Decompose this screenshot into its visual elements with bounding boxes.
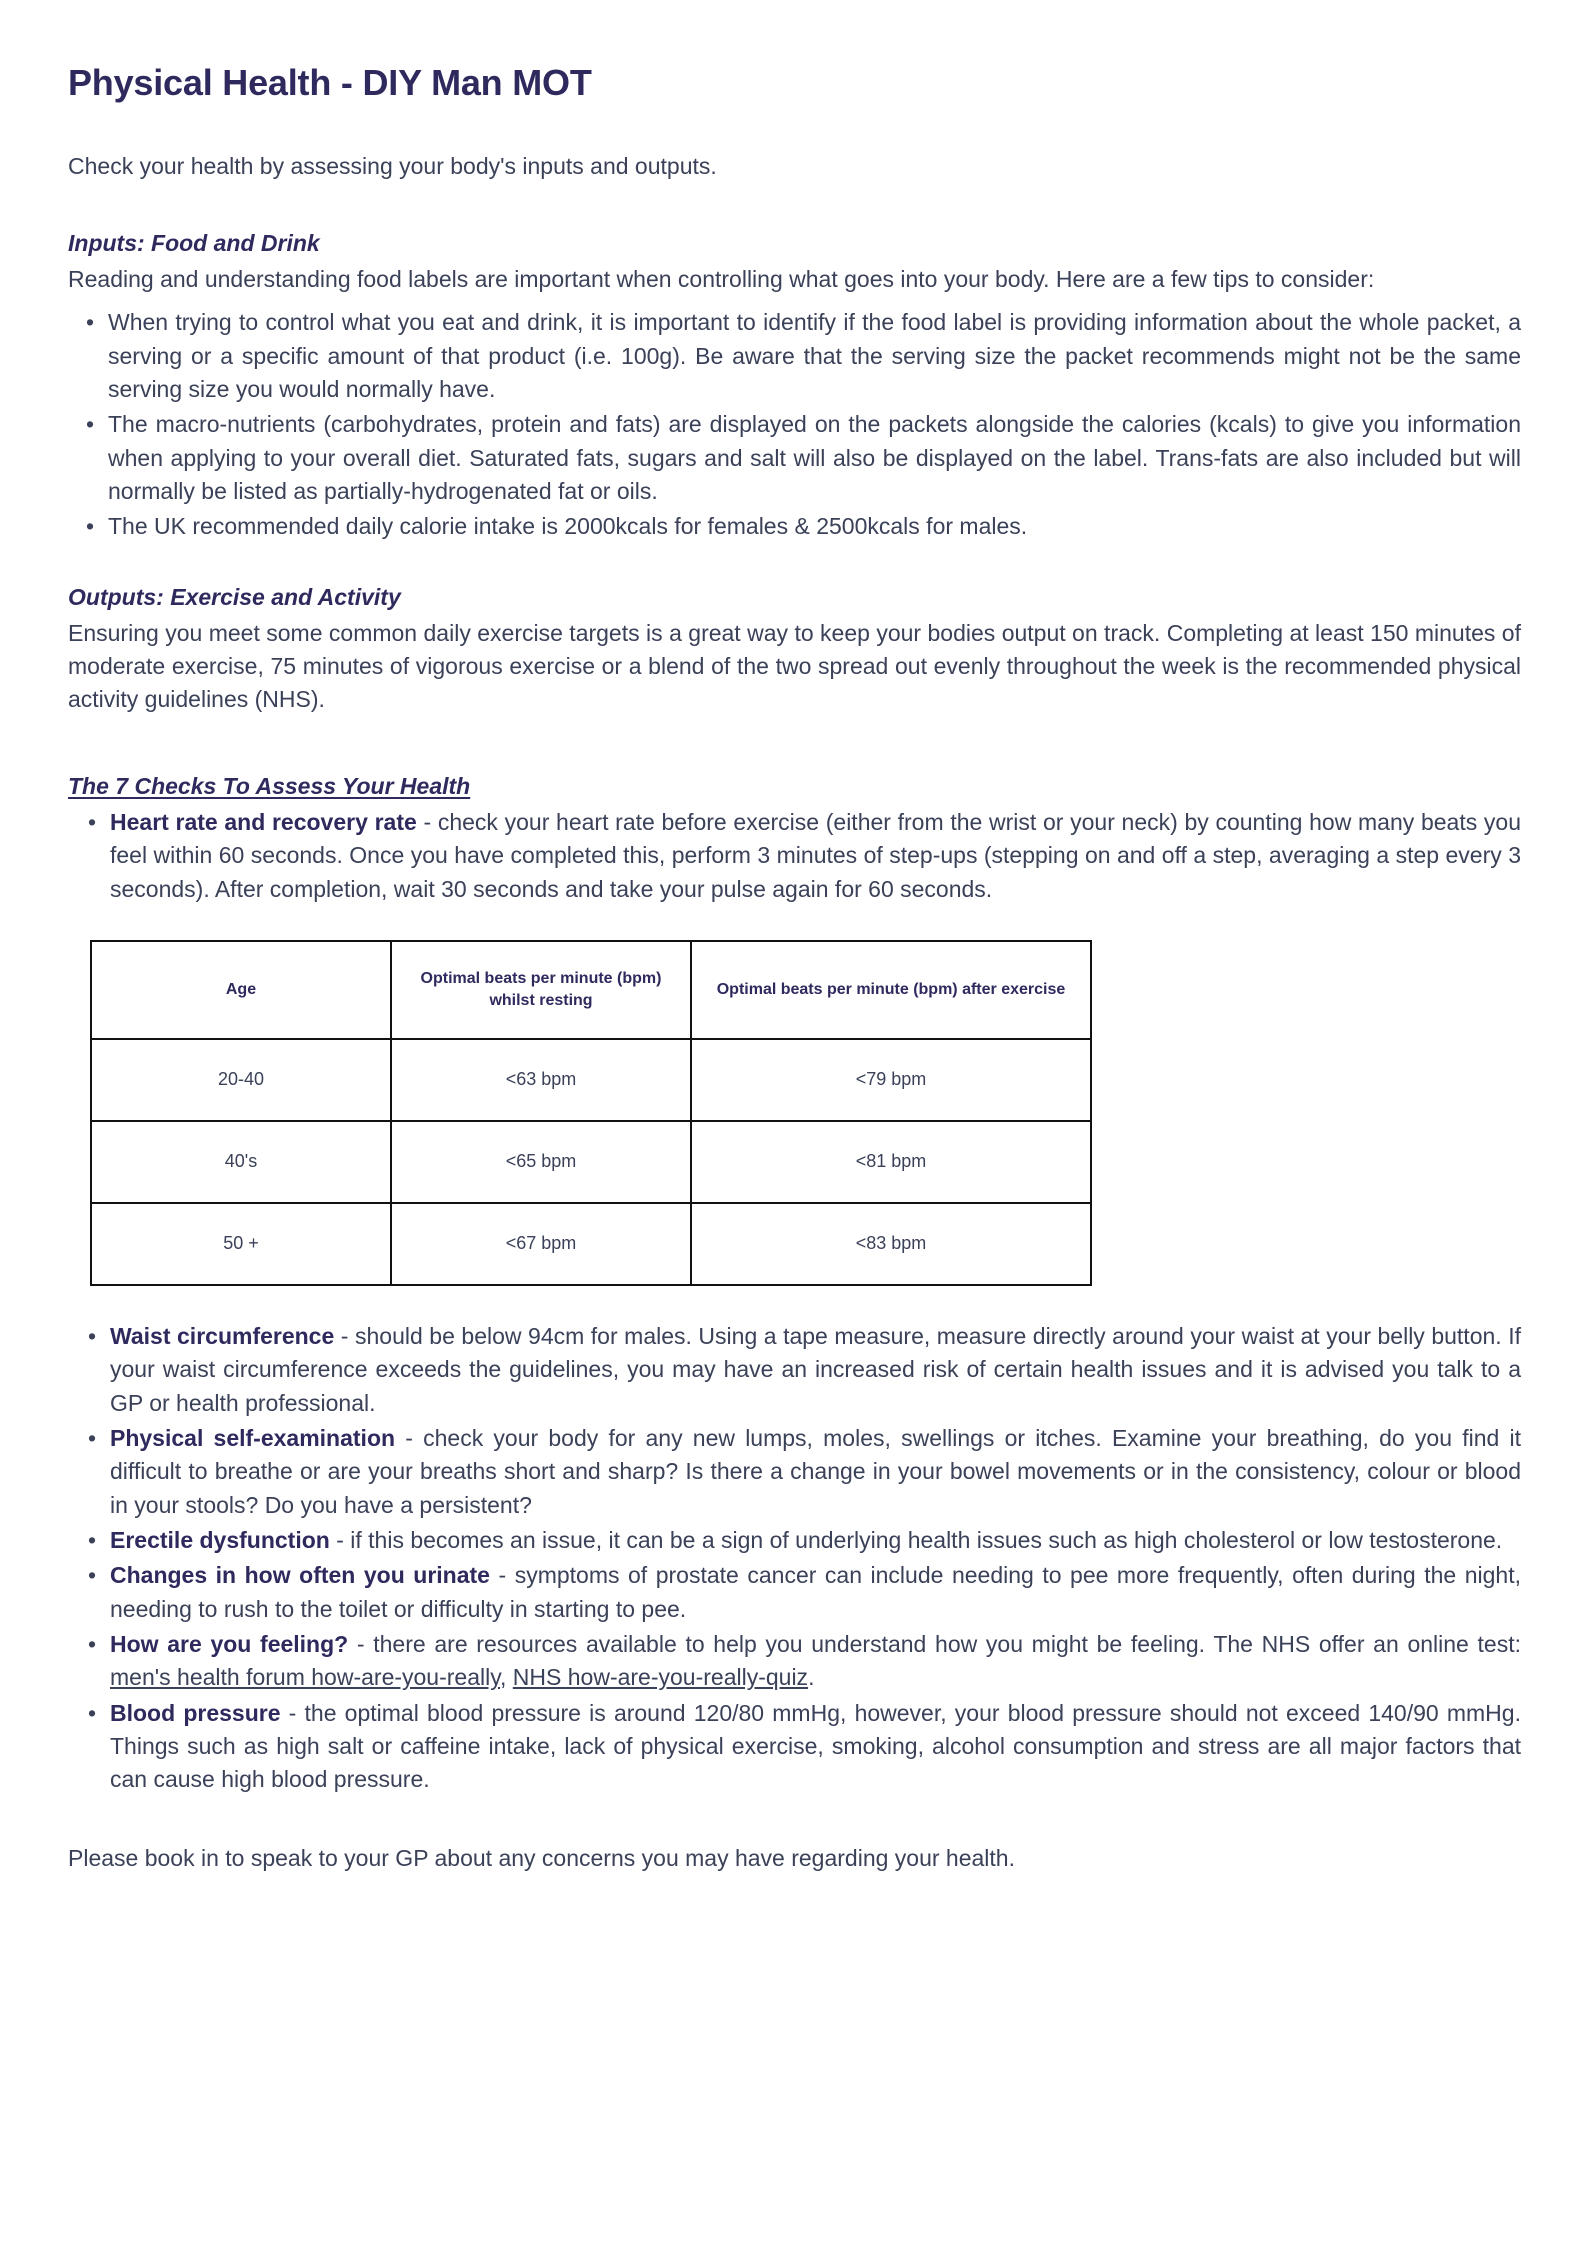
heart-rate-table (90, 940, 1092, 1286)
check-lead-label: Changes in how often you urinate (110, 1562, 490, 1589)
check-lead-label: Blood pressure (110, 1699, 281, 1726)
check-lead-label: Waist circumference (110, 1322, 335, 1349)
check-body-text: - check your body for any new lumps, moles, swellings or itches. Examine your breathing, do you find it difficult to breathe or are your breaths short and sharp? Is there a change in your bowel movements or in the consistency, colour or blood in your stools? Do you have a persistent? (110, 1424, 1521, 1518)
checks-bullet-list-top (68, 806, 1521, 906)
check-body-text: - should be below 94cm for males. Using a tape measure, measure directly around your waist at your belly button. If your waist circumference exceeds the guidelines, you may have an increased risk of certain health issues and it is advised you talk to a GP or health professional. (110, 1322, 1521, 1416)
list-item-blood-pressure (68, 1697, 1521, 1797)
table-header-cell-age: Age (91, 941, 391, 1039)
list-item-urination-changes (68, 1559, 1521, 1626)
table-cell-after: <79 bpm (691, 1039, 1091, 1121)
list-item-heart-rate (68, 806, 1521, 906)
table-row (91, 1203, 1091, 1285)
table-cell-age: 50 + (91, 1203, 391, 1285)
check-body-text: - the optimal blood pressure is around 120/80 mmHg, however, your blood pressure should not exceed 140/90 mmHg. Things such as high salt or caffeine intake, lack of physical exercise, smoking, alcohol consumption and stress are all major factors that can cause high blood pressure. (110, 1699, 1521, 1793)
table-cell-resting: <63 bpm (391, 1039, 691, 1121)
check-lead-label: Erectile dysfunction (110, 1526, 330, 1553)
check-body-text-end: . (808, 1664, 815, 1691)
link-nhs-quiz[interactable]: NHS how-are-you-really-quiz (512, 1664, 809, 1691)
closing-paragraph: Please book in to speak to your GP about any concerns you may have regarding your health. (68, 1844, 1015, 1871)
outputs-body: Ensuring you meet some common daily exercise targets is a great way to keep your bodies output on track. Completing at least 150 minutes of moderate exercise, 75 minutes of vigorous exercise or a blend of the two spread out evenly throughout the week is the recommended physical activity guidelines (NHS). (68, 619, 1521, 713)
intro-paragraph: Check your health by assessing your body's inputs and outputs. (68, 153, 717, 180)
check-lead-label: Physical self-examination (110, 1424, 396, 1451)
list-item-waist-circumference (68, 1320, 1521, 1420)
table-cell-after: <81 bpm (691, 1121, 1091, 1203)
check-body-text: - if this becomes an issue, it can be a sign of underlying health issues such as high cholesterol or low testosterone. (329, 1526, 1503, 1553)
table-header-cell-after-exercise: Optimal beats per minute (bpm) after exercise (691, 941, 1091, 1039)
spacer (68, 546, 1521, 582)
table-cell-age: 20-40 (91, 1039, 391, 1121)
table-cell-age: 40's (91, 1121, 391, 1203)
section-heading-inputs: Inputs: Food and Drink (68, 229, 320, 256)
check-body-text: - there are resources available to help you understand how you might be feeling. The NHS offer an online test: (348, 1630, 1521, 1657)
check-lead-label: How are you feeling? (110, 1630, 349, 1657)
check-lead-label: Heart rate and recovery rate (110, 808, 417, 835)
checks-bullet-list-bottom (68, 1320, 1521, 1797)
spacer (68, 727, 1521, 771)
table-cell-resting: <67 bpm (391, 1203, 691, 1285)
inputs-body: Reading and understanding food labels are important when controlling what goes into your body. Here are a few tips to consider: (68, 265, 1375, 292)
table-header-row (91, 941, 1091, 1039)
inputs-bullet-list (68, 306, 1521, 543)
table-header-cell-resting: Optimal beats per minute (bpm) whilst resting (391, 941, 691, 1039)
list-item: • The UK recommended daily calorie intake is 2000kcals for females & 2500kcals for males. (68, 510, 1521, 543)
list-item-erectile-dysfunction (68, 1524, 1521, 1557)
section-heading-outputs: Outputs: Exercise and Activity (68, 583, 401, 610)
list-item: • The macro-nutrients (carbohydrates, protein and fats) are displayed on the packets alongside the calories (kcals) to give you information when applying to your overall diet. Saturated fats, sugars and salt will also be displayed on the label. Trans-fats are also included but will normally be listed as partially-hydrogenated fat or oils. (68, 408, 1521, 508)
link-separator: , (500, 1664, 513, 1691)
table-cell-after: <83 bpm (691, 1203, 1091, 1285)
table-row (91, 1039, 1091, 1121)
page-title: Physical Health - DIY Man MOT (68, 62, 592, 103)
check-body-text: - check your heart rate before exercise (either from the wrist or your neck) by counting how many beats you feel within 60 seconds. Once you have completed this, perform 3 minutes of step-ups (stepping on and off a step, averaging a step every 3 seconds). After completion, wait 30 seconds and take your pulse again for 60 seconds. (110, 808, 1521, 902)
list-item-how-are-you-feeling (68, 1628, 1521, 1695)
check-body-text: - symptoms of prostate cancer can include needing to pee more frequently, often during the night, needing to rush to the toilet or difficulty in starting to pee. (110, 1562, 1521, 1622)
table-row (91, 1121, 1091, 1203)
list-item-physical-self-examination (68, 1422, 1521, 1522)
list-item: • When trying to control what you eat and drink, it is important to identify if the food label is providing information about the whole packet, a serving or a specific amount of that product (i.e. 100g). Be aware that the serving size the packet recommends might not be the same serving size you would normally have. (68, 306, 1521, 406)
table-cell-resting: <65 bpm (391, 1121, 691, 1203)
section-heading-seven-checks: The 7 Checks To Assess Your Health (68, 772, 471, 799)
link-mens-health-forum[interactable]: men's health forum how-are-you-really (110, 1664, 501, 1691)
